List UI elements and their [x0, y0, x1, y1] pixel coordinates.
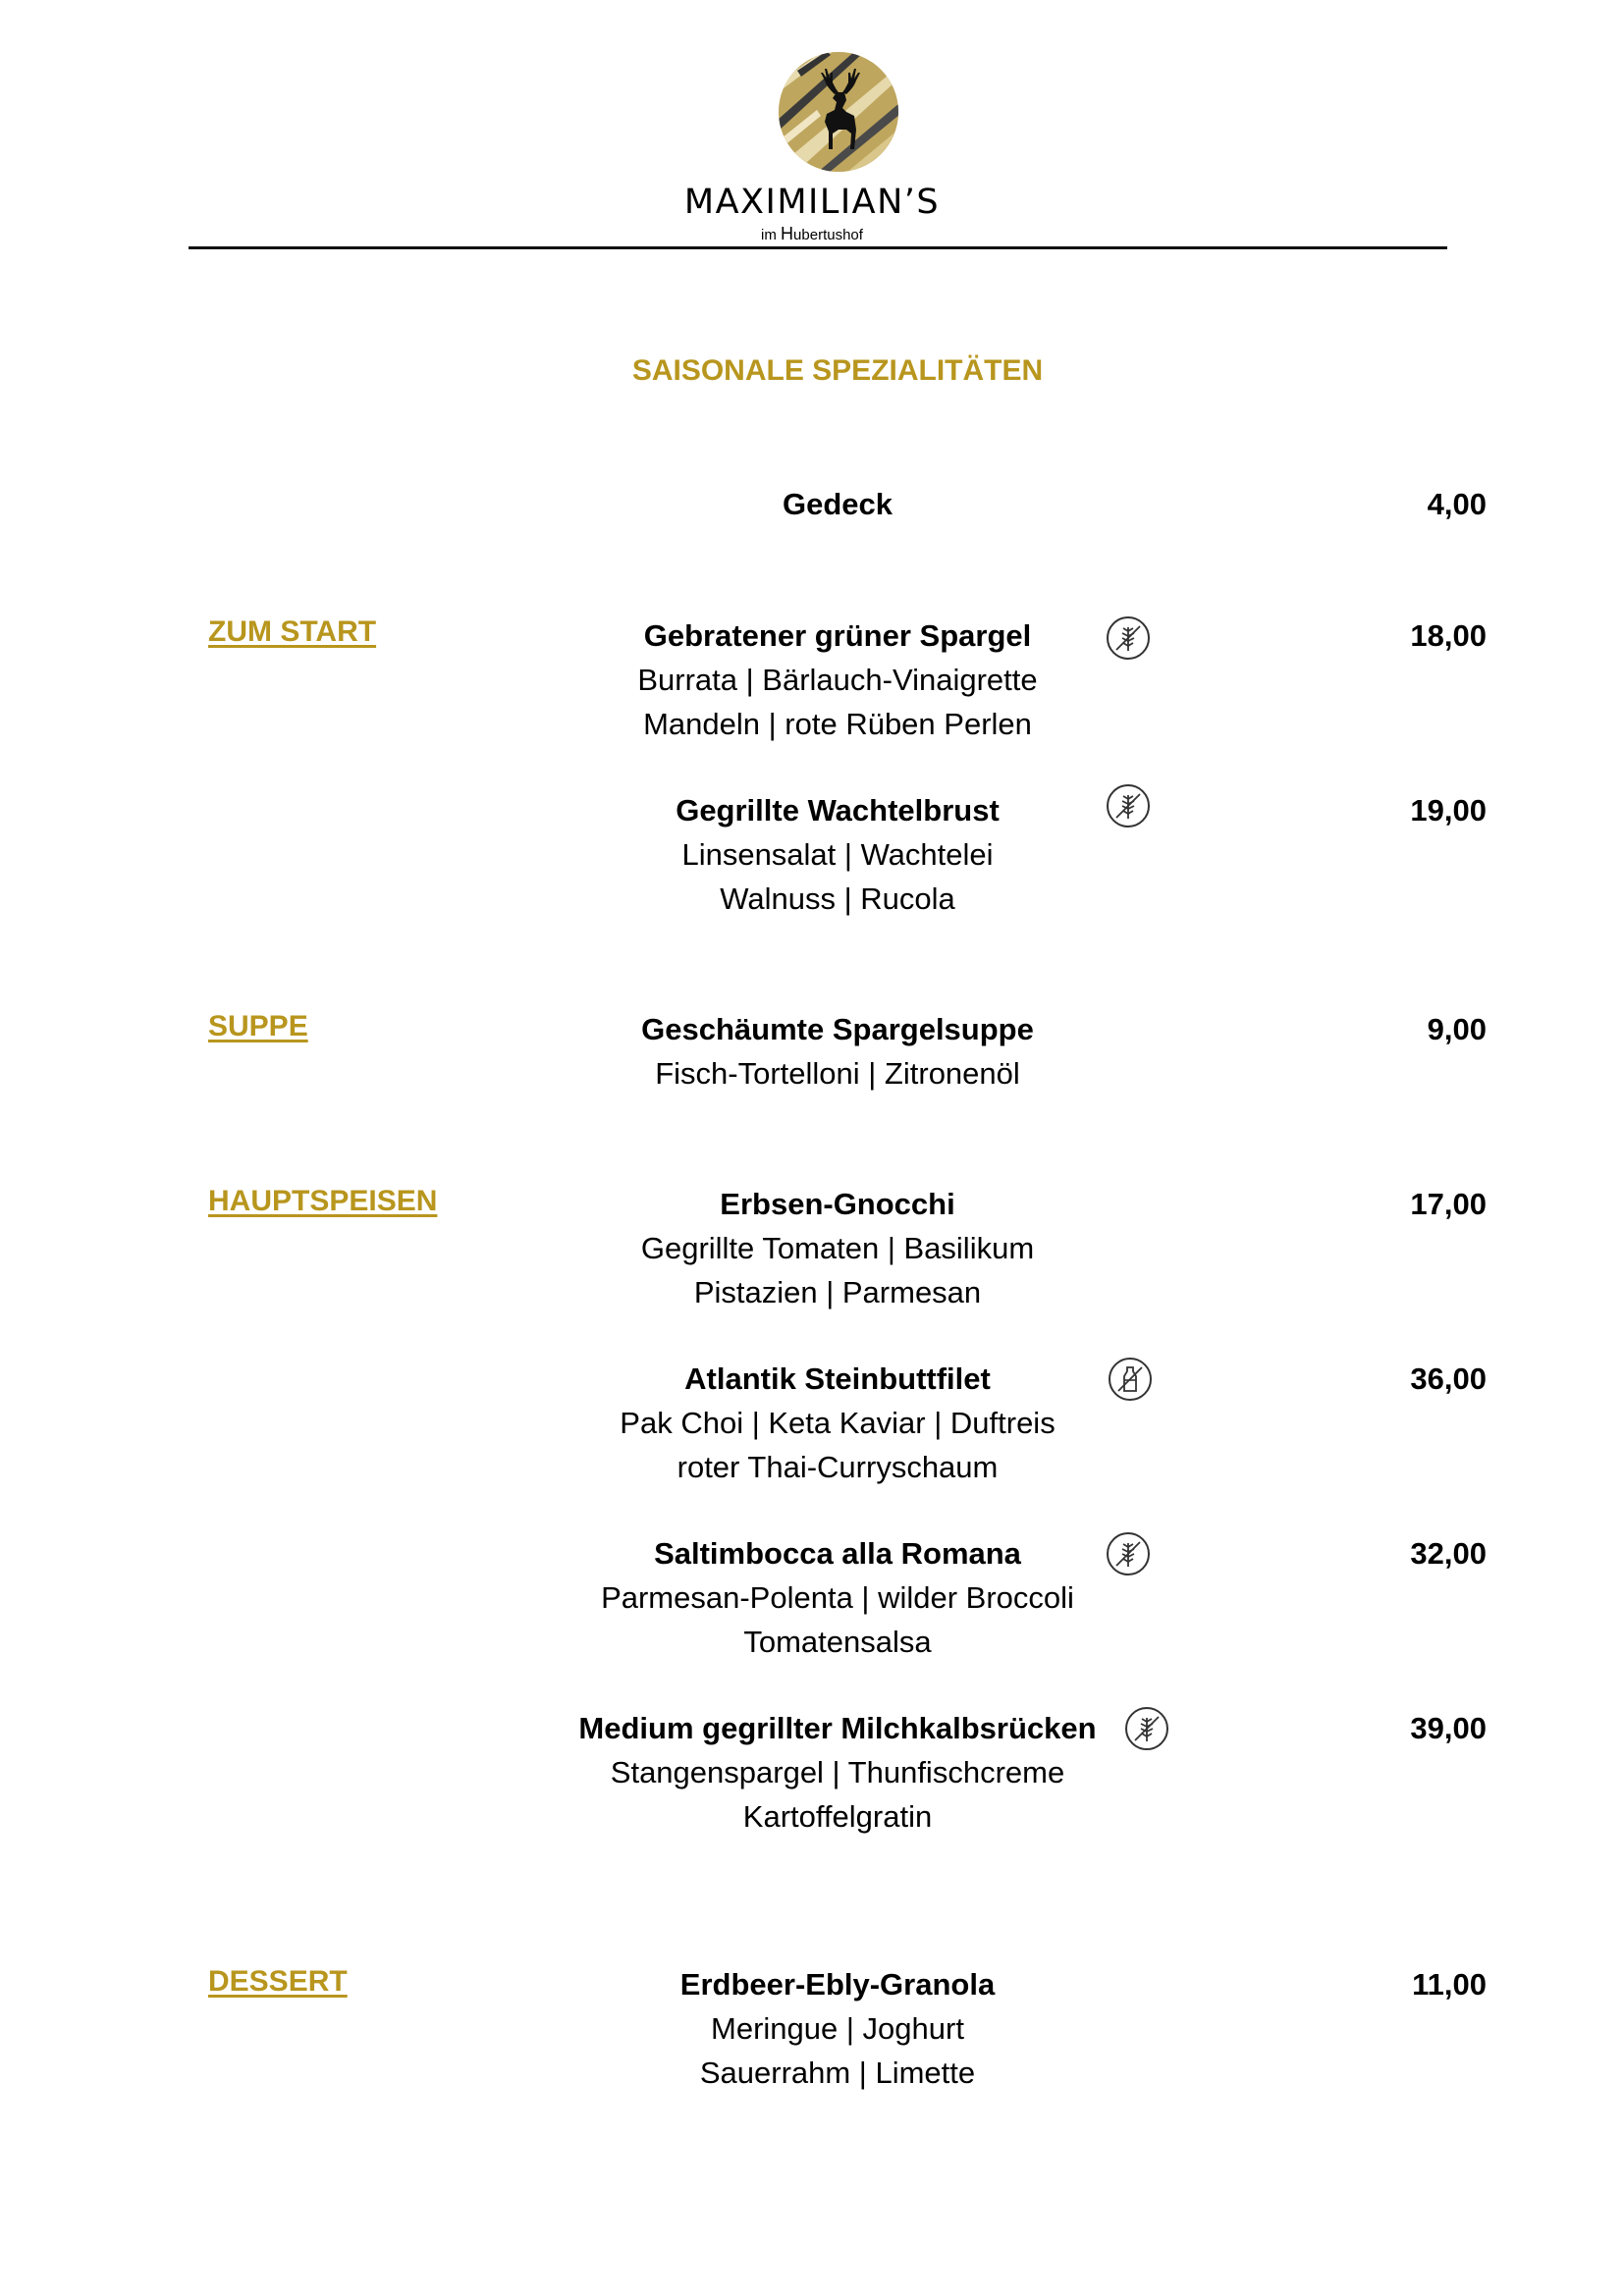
gedeck-price: 4,00 [1427, 487, 1487, 521]
dish-price: 18,00 [1410, 618, 1487, 653]
menu-item [445, 1182, 1230, 1314]
dish-description: Fisch-Tortelloni | Zitronenöl [655, 1056, 1020, 1091]
dish-description: Linsensalat | Wachtelei [681, 837, 994, 872]
header-rule [189, 246, 1447, 249]
dish-name: Erbsen-Gnocchi [720, 1187, 955, 1221]
dish-name: Medium gegrillter Milchkalbsrücken [578, 1711, 1097, 1745]
gluten-free-icon [1106, 1531, 1151, 1576]
dish-description: Stangenspargel | Thunfischcreme [610, 1755, 1065, 1789]
dish-description: Tomatensalsa [743, 1625, 932, 1659]
dish-name: Saltimbocca alla Romana [654, 1536, 1021, 1571]
dish-price: 19,00 [1410, 793, 1487, 828]
category-suppe: SUPPE [208, 1010, 308, 1042]
dish-description: Kartoffelgratin [742, 1799, 933, 1834]
dish-description: Mandeln | rote Rüben Perlen [643, 707, 1032, 741]
category-dessert: DESSERT [208, 1965, 348, 1998]
dish-description: Pak Choi | Keta Kaviar | Duftreis [620, 1406, 1056, 1440]
dish-name: Atlantik Steinbuttfilet [684, 1362, 991, 1396]
dish-description: Sauerrahm | Limette [699, 2056, 976, 2090]
dish-description: Meringue | Joghurt [711, 2011, 964, 2046]
stag-logo [778, 51, 899, 173]
dish-price: 39,00 [1410, 1711, 1487, 1745]
dish-name: Geschäumte Spargelsuppe [641, 1012, 1034, 1046]
dish-description: Burrata | Bärlauch-Vinaigrette [637, 663, 1038, 697]
gluten-free-icon [1106, 615, 1151, 661]
dish-description: Walnuss | Rucola [720, 881, 955, 916]
dish-description: Parmesan-Polenta | wilder Broccoli [601, 1580, 1074, 1615]
dish-description: roter Thai-Curryschaum [677, 1450, 999, 1484]
dish-price: 9,00 [1427, 1012, 1487, 1046]
gedeck-name: Gedeck [782, 487, 893, 521]
dish-name: Gebratener grüner Spargel [643, 618, 1032, 653]
dish-description: Gegrillte Tomaten | Basilikum [640, 1231, 1035, 1265]
category-zum-start: ZUM START [208, 615, 377, 648]
dish-description: Pistazien | Parmesan [693, 1275, 982, 1309]
dish-price: 17,00 [1410, 1187, 1487, 1221]
brand-subtitle: im Hubertushof [761, 224, 863, 243]
menu-item [445, 1706, 1230, 1839]
dish-name: Erdbeer-Ebly-Granola [679, 1967, 996, 2002]
dish-price: 36,00 [1410, 1362, 1487, 1396]
lactose-free-icon [1108, 1357, 1153, 1402]
section-title: SAISONALE SPEZIALITÄTEN [631, 354, 1044, 387]
dish-name: Gegrillte Wachtelbrust [676, 793, 1000, 828]
menu-item [445, 1962, 1230, 2095]
gedeck-item [445, 482, 1230, 526]
category-hauptspeisen: HAUPTSPEISEN [208, 1185, 438, 1217]
dish-price: 11,00 [1412, 1967, 1487, 2002]
menu-item [445, 1007, 1230, 1095]
gluten-free-icon [1124, 1706, 1169, 1751]
brand-name: MAXIMILIAN’S [683, 183, 941, 222]
gluten-free-icon [1106, 783, 1151, 828]
dish-price: 32,00 [1410, 1536, 1487, 1571]
